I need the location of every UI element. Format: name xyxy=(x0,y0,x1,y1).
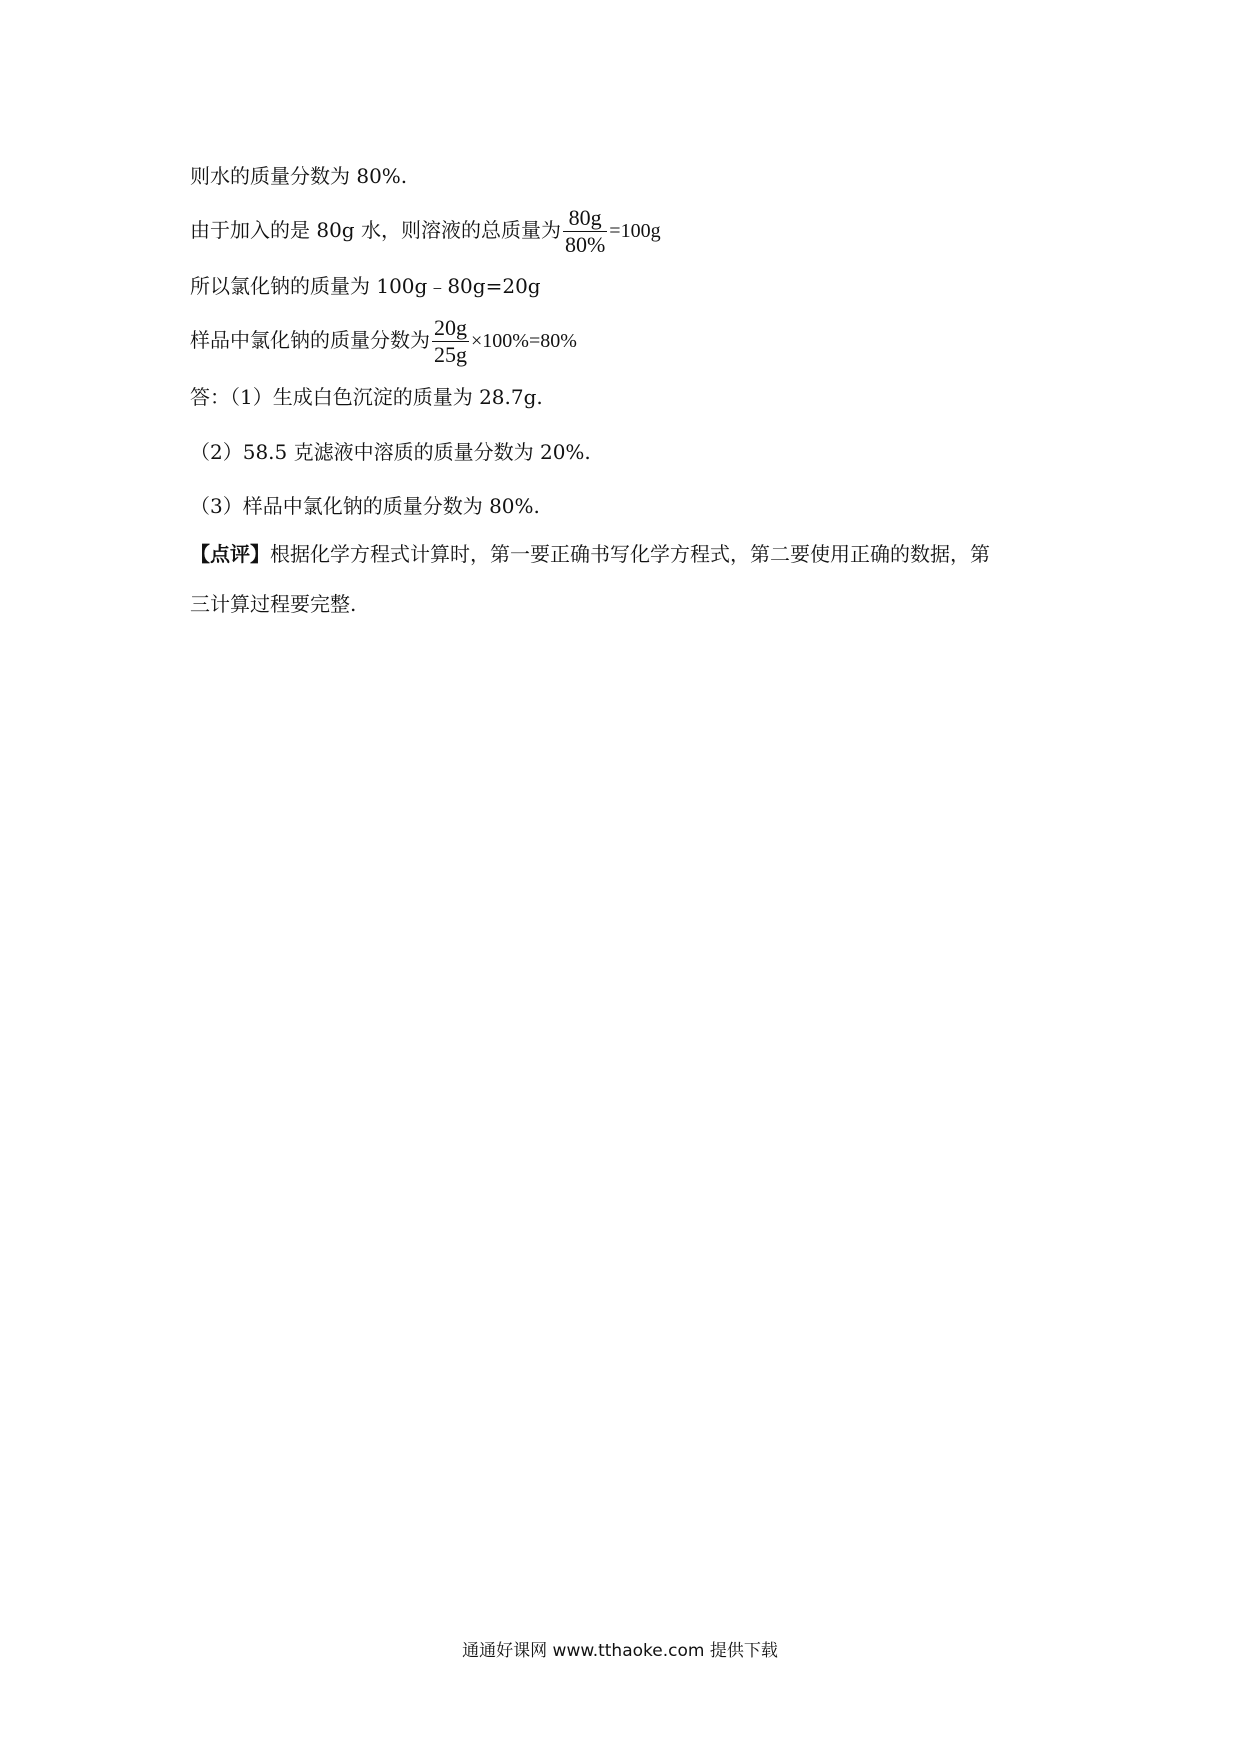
line-water-fraction: 则水的质量分数为 80%. xyxy=(190,164,408,188)
fraction-denominator: 80% xyxy=(564,232,606,257)
line-solution-mass xyxy=(190,206,661,257)
comment-line-1 xyxy=(190,540,990,568)
comment-text: 根据化学方程式计算时，第一要正确书写化学方程式，第二要使用正确的数据，第 xyxy=(270,542,990,566)
fraction-denominator: 25g xyxy=(434,342,467,367)
answer-3: （3）样品中氯化钠的质量分数为 80%. xyxy=(190,494,540,518)
line-nacl-fraction-suffix: ×100%=80% xyxy=(471,330,577,352)
line-solution-mass-prefix: 由于加入的是 80g 水，则溶液的总质量为 xyxy=(190,218,561,242)
line-nacl-mass: 所以氯化钠的质量为 100g﹣80g=20g xyxy=(190,274,541,298)
footer-watermark: 通通好课网 www.tthaoke.com 提供下载 xyxy=(462,1641,778,1661)
answer-1: 答：（1）生成白色沉淀的质量为 28.7g. xyxy=(190,385,543,409)
line-nacl-fraction xyxy=(190,316,577,367)
line-nacl-fraction-prefix: 样品中氯化钠的质量分数为 xyxy=(190,328,430,352)
comment-tag: 【点评】 xyxy=(190,542,270,566)
fraction-numerator: 80g xyxy=(563,206,607,232)
fraction-solution-mass xyxy=(563,206,607,257)
line-solution-mass-suffix: =100g xyxy=(609,220,661,242)
fraction-numerator: 20g xyxy=(434,315,467,340)
fraction-nacl-fraction xyxy=(432,316,469,367)
answer-2: （2）58.5 克滤液中溶质的质量分数为 20%. xyxy=(190,440,591,464)
comment-line-2: 三计算过程要完整. xyxy=(190,592,357,616)
